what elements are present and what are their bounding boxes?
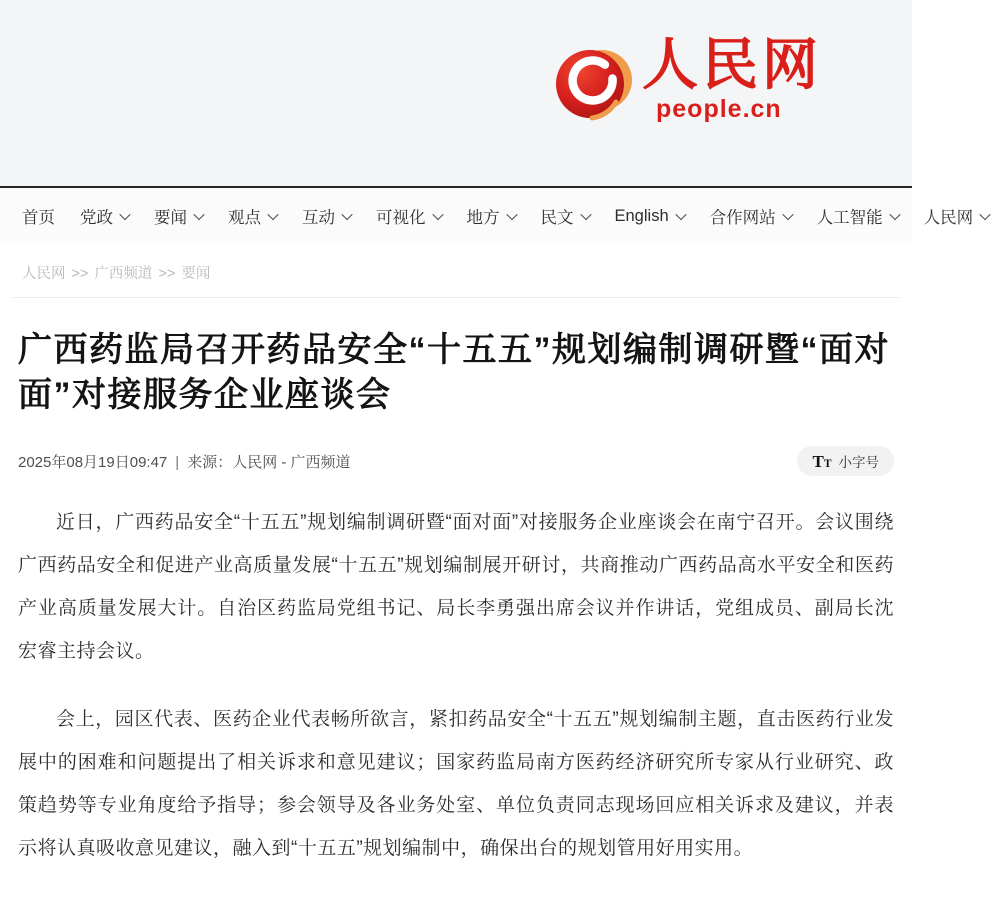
publish-datetime: 2025年08月19日09:47: [18, 453, 168, 471]
font-size-button-label: 小字号: [838, 455, 879, 471]
nav-item-keshihua[interactable]: 可视化: [376, 204, 442, 228]
source-link[interactable]: 人民网 - 广西频道: [232, 453, 351, 471]
chevron-down-icon: [782, 209, 793, 220]
site-header: [0, 0, 912, 186]
chevron-down-icon: [506, 209, 517, 220]
article-meta: [18, 451, 351, 472]
nav-item-renminwang[interactable]: 人民网: [924, 204, 990, 228]
nav-item-home[interactable]: 首页: [22, 209, 55, 227]
article: [0, 328, 912, 870]
nav-item-guandian[interactable]: 观点: [228, 204, 277, 228]
logo-title-en: people.cn: [656, 95, 782, 123]
article-meta-row: [18, 446, 894, 476]
chevron-down-icon: [889, 209, 900, 220]
breadcrumb-link-yaowen[interactable]: 要闻: [181, 266, 211, 282]
chevron-down-icon: [675, 209, 686, 220]
font-size-icon: T T: [812, 451, 832, 471]
people-cn-logo-icon: [552, 36, 634, 128]
nav-item-yaowen[interactable]: 要闻: [154, 204, 203, 228]
breadcrumb-separator: >>: [71, 266, 89, 282]
nav-item-difang[interactable]: 地方: [467, 204, 516, 228]
chevron-down-icon: [432, 209, 443, 220]
nav-item-dangzheng[interactable]: 党政: [80, 204, 129, 228]
source-prefix: 来源：: [187, 453, 233, 471]
breadcrumb-link-renminwang[interactable]: 人民网: [22, 266, 66, 282]
chevron-down-icon: [979, 209, 990, 220]
meta-divider: |: [175, 453, 180, 471]
logo[interactable]: [552, 36, 822, 128]
breadcrumb-link-guangxi-channel[interactable]: 广西频道: [94, 266, 153, 282]
nav-item-hudong[interactable]: 互动: [302, 204, 351, 228]
chevron-down-icon: [119, 209, 130, 220]
chevron-down-icon: [580, 209, 591, 220]
chevron-down-icon: [193, 209, 204, 220]
nav-item-minwen[interactable]: 民文: [541, 204, 590, 228]
nav-item-hezuowangzhan[interactable]: 合作网站: [710, 204, 792, 228]
nav-item-english[interactable]: English: [615, 207, 685, 226]
logo-title-cn: 人民网: [642, 35, 822, 97]
nav-item-rengongzhineng[interactable]: 人工智能: [817, 204, 899, 228]
logo-text: [642, 36, 822, 122]
font-size-button[interactable]: [797, 446, 894, 476]
article-title: 广西药监局召开药品安全“十五五”规划编制调研暨“面对面”对接服务企业座谈会: [18, 331, 890, 415]
article-paragraph: 近日，广西药品安全“十五五”规划编制调研暨“面对面”对接服务企业座谈会在南宁召开。会议围绕广西药品安全和促进产业高质量发展“十五五”规划编制展开研讨，共商推动广西药品高水平安全和医药产业高质量发展大计。自治区药监局党组书记、局长李勇强出席会议并作讲话，党组成员、副局长沈宏睿主持会议。: [18, 512, 894, 663]
article-paragraph: 会上，园区代表、医药企业代表畅所欲言，紧扣药品安全“十五五”规划编制主题，直击医药行业发展中的困难和问题提出了相关诉求和意见建议；国家药监局南方医药经济研究所专家从行业研究、政策趋势等专业角度给予指导；参会领导及各业务处室、单位负责同志现场回应相关诉求及建议，并表示将认真吸收意见建议，融入到“十五五”规划编制中，确保出台的规划管用好用实用。: [18, 709, 894, 860]
breadcrumb: [0, 244, 912, 283]
breadcrumb-divider: [12, 297, 900, 298]
main-nav: [0, 186, 974, 244]
chevron-down-icon: [267, 209, 278, 220]
breadcrumb-separator: >>: [158, 266, 176, 282]
chevron-down-icon: [341, 209, 352, 220]
